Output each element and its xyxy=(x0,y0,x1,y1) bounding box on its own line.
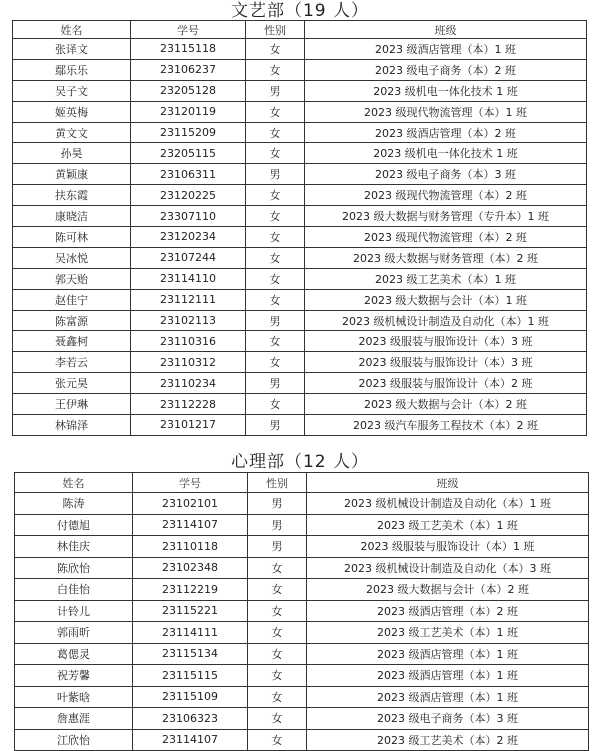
cell-gender: 女 xyxy=(248,600,307,622)
cell-name: 李若云 xyxy=(13,352,131,373)
table-row xyxy=(13,415,587,436)
cell-class: 2023 级大数据与财务管理（本）2 班 xyxy=(305,247,587,268)
cell-name: 吴冰悦 xyxy=(13,247,131,268)
header-name: 姓名 xyxy=(13,21,131,39)
cell-class: 2023 级现代物流管理（本）2 班 xyxy=(305,185,587,206)
cell-gender: 女 xyxy=(248,622,307,644)
cell-name: 江欣怡 xyxy=(15,729,133,751)
cell-student-id: 23307110 xyxy=(131,206,246,227)
table-row xyxy=(13,310,587,331)
cell-gender: 女 xyxy=(248,643,307,665)
table-row xyxy=(13,206,587,227)
cell-name: 郭雨昕 xyxy=(15,622,133,644)
cell-name: 黄颖康 xyxy=(13,164,131,185)
table-header-row xyxy=(15,473,589,493)
cell-gender: 男 xyxy=(248,536,307,558)
cell-name: 赵佳宁 xyxy=(13,289,131,310)
cell-name: 白佳怡 xyxy=(15,579,133,601)
header-student-id: 学号 xyxy=(133,473,248,493)
header-student-id: 学号 xyxy=(131,21,246,39)
cell-student-id: 23114110 xyxy=(131,268,246,289)
table-row xyxy=(15,729,589,751)
cell-name: 林锦泽 xyxy=(13,415,131,436)
cell-student-id: 23102101 xyxy=(133,493,248,515)
cell-gender: 女 xyxy=(246,268,305,289)
cell-name: 康晓洁 xyxy=(13,206,131,227)
table-row xyxy=(15,557,589,579)
section-title-wenyi: 文艺部（19 人） xyxy=(230,1,370,21)
cell-class: 2023 级服装与服饰设计（本）1 班 xyxy=(307,536,589,558)
cell-name: 叶紫晗 xyxy=(15,686,133,708)
header-class: 班级 xyxy=(305,21,587,39)
cell-student-id: 23114107 xyxy=(133,514,248,536)
cell-name: 林佳庆 xyxy=(15,536,133,558)
cell-student-id: 23110118 xyxy=(133,536,248,558)
table-row xyxy=(15,536,589,558)
cell-name: 葛偲灵 xyxy=(15,643,133,665)
cell-student-id: 23120119 xyxy=(131,101,246,122)
cell-student-id: 23106311 xyxy=(131,164,246,185)
cell-gender: 女 xyxy=(246,122,305,143)
table-row xyxy=(13,59,587,80)
cell-class: 2023 级工艺美术（本）1 班 xyxy=(305,268,587,289)
cell-class: 2023 级服装与服饰设计（本）2 班 xyxy=(305,373,587,394)
cell-student-id: 23110312 xyxy=(131,352,246,373)
cell-student-id: 23112219 xyxy=(133,579,248,601)
cell-gender: 女 xyxy=(246,185,305,206)
table-row xyxy=(13,247,587,268)
cell-class: 2023 级服装与服饰设计（本）3 班 xyxy=(305,352,587,373)
cell-name: 郭天贻 xyxy=(13,268,131,289)
cell-student-id: 23110316 xyxy=(131,331,246,352)
table-row xyxy=(13,80,587,101)
table-row xyxy=(15,643,589,665)
header-name: 姓名 xyxy=(15,473,133,493)
table-row xyxy=(13,101,587,122)
cell-class: 2023 级现代物流管理（本）2 班 xyxy=(305,227,587,248)
cell-gender: 女 xyxy=(246,39,305,60)
table-row xyxy=(13,164,587,185)
cell-name: 黄文文 xyxy=(13,122,131,143)
cell-class: 2023 级机械设计制造及自动化（本）1 班 xyxy=(305,310,587,331)
cell-gender: 男 xyxy=(246,310,305,331)
table-row xyxy=(13,185,587,206)
table-row xyxy=(13,143,587,164)
cell-name: 孙昊 xyxy=(13,143,131,164)
cell-name: 计铃儿 xyxy=(15,600,133,622)
table-row xyxy=(13,373,587,394)
cell-gender: 女 xyxy=(246,101,305,122)
cell-gender: 女 xyxy=(246,289,305,310)
cell-class: 2023 级大数据与会计（本）1 班 xyxy=(305,289,587,310)
cell-student-id: 23115115 xyxy=(133,665,248,687)
cell-gender: 女 xyxy=(248,686,307,708)
cell-student-id: 23120225 xyxy=(131,185,246,206)
cell-class: 2023 级汽车服务工程技术（本）2 班 xyxy=(305,415,587,436)
cell-gender: 女 xyxy=(246,394,305,415)
cell-class: 2023 级酒店管理（本）1 班 xyxy=(307,686,589,708)
header-class: 班级 xyxy=(307,473,589,493)
cell-class: 2023 级机电一体化技术 1 班 xyxy=(305,143,587,164)
cell-class: 2023 级工艺美术（本）1 班 xyxy=(307,622,589,644)
table-row xyxy=(13,268,587,289)
table-row xyxy=(15,514,589,536)
cell-name: 付德旭 xyxy=(15,514,133,536)
cell-gender: 女 xyxy=(248,729,307,751)
header-gender: 性别 xyxy=(246,21,305,39)
cell-class: 2023 级酒店管理（本）1 班 xyxy=(305,39,587,60)
cell-student-id: 23115109 xyxy=(133,686,248,708)
cell-gender: 男 xyxy=(246,164,305,185)
cell-gender: 女 xyxy=(248,665,307,687)
cell-name: 陈可林 xyxy=(13,227,131,248)
cell-gender: 男 xyxy=(246,415,305,436)
cell-name: 王伊琳 xyxy=(13,394,131,415)
cell-gender: 女 xyxy=(246,206,305,227)
cell-class: 2023 级服装与服饰设计（本）3 班 xyxy=(305,331,587,352)
cell-gender: 男 xyxy=(246,80,305,101)
cell-class: 2023 级酒店管理（本）1 班 xyxy=(307,665,589,687)
cell-gender: 男 xyxy=(246,373,305,394)
cell-gender: 女 xyxy=(246,227,305,248)
cell-student-id: 23112228 xyxy=(131,394,246,415)
cell-class: 2023 级酒店管理（本）1 班 xyxy=(307,643,589,665)
cell-student-id: 23114107 xyxy=(133,729,248,751)
cell-student-id: 23120234 xyxy=(131,227,246,248)
cell-student-id: 23115209 xyxy=(131,122,246,143)
cell-class: 2023 级大数据与会计（本）2 班 xyxy=(305,394,587,415)
cell-name: 姬英梅 xyxy=(13,101,131,122)
cell-gender: 女 xyxy=(246,331,305,352)
cell-class: 2023 级电子商务（本）3 班 xyxy=(305,164,587,185)
cell-name: 祝芳馨 xyxy=(15,665,133,687)
cell-student-id: 23101217 xyxy=(131,415,246,436)
cell-class: 2023 级大数据与会计（本）2 班 xyxy=(307,579,589,601)
cell-name: 张译文 xyxy=(13,39,131,60)
table-row xyxy=(13,331,587,352)
table-row xyxy=(13,122,587,143)
table-row xyxy=(13,289,587,310)
cell-name: 詹惠涯 xyxy=(15,708,133,730)
table-row xyxy=(15,686,589,708)
cell-name: 聂鑫柯 xyxy=(13,331,131,352)
table-header-row xyxy=(13,21,587,39)
cell-student-id: 23110234 xyxy=(131,373,246,394)
cell-name: 张元昊 xyxy=(13,373,131,394)
cell-class: 2023 级工艺美术（本）1 班 xyxy=(307,514,589,536)
cell-name: 鄢乐乐 xyxy=(13,59,131,80)
cell-class: 2023 级现代物流管理（本）1 班 xyxy=(305,101,587,122)
cell-class: 2023 级机械设计制造及自动化（本）1 班 xyxy=(307,493,589,515)
table-row xyxy=(15,622,589,644)
table-body-wenyi xyxy=(13,39,587,436)
table-row xyxy=(13,394,587,415)
cell-name: 陈欣怡 xyxy=(15,557,133,579)
cell-gender: 女 xyxy=(248,579,307,601)
cell-gender: 女 xyxy=(248,557,307,579)
table-row xyxy=(15,579,589,601)
table-body-xinli xyxy=(15,493,589,751)
table-row xyxy=(13,39,587,60)
cell-gender: 男 xyxy=(248,493,307,515)
cell-student-id: 23115134 xyxy=(133,643,248,665)
cell-gender: 男 xyxy=(248,514,307,536)
cell-student-id: 23102348 xyxy=(133,557,248,579)
cell-gender: 女 xyxy=(246,247,305,268)
cell-class: 2023 级机电一体化技术 1 班 xyxy=(305,80,587,101)
table-row xyxy=(15,493,589,515)
cell-student-id: 23107244 xyxy=(131,247,246,268)
cell-class: 2023 级电子商务（本）3 班 xyxy=(307,708,589,730)
cell-student-id: 23106237 xyxy=(131,59,246,80)
cell-student-id: 23205115 xyxy=(131,143,246,164)
roster-table-wenyi xyxy=(12,20,587,436)
table-row xyxy=(13,352,587,373)
cell-name: 陈富源 xyxy=(13,310,131,331)
cell-student-id: 23106323 xyxy=(133,708,248,730)
cell-class: 2023 级大数据与财务管理（专升本）1 班 xyxy=(305,206,587,227)
cell-gender: 女 xyxy=(246,352,305,373)
cell-class: 2023 级电子商务（本）2 班 xyxy=(305,59,587,80)
table-row xyxy=(15,708,589,730)
cell-student-id: 23115118 xyxy=(131,39,246,60)
cell-student-id: 23114111 xyxy=(133,622,248,644)
table-row xyxy=(15,665,589,687)
cell-gender: 女 xyxy=(246,143,305,164)
cell-class: 2023 级酒店管理（本）2 班 xyxy=(307,600,589,622)
cell-class: 2023 级酒店管理（本）2 班 xyxy=(305,122,587,143)
section-title-xinli: 心理部（12 人） xyxy=(230,452,370,472)
table-row xyxy=(13,227,587,248)
cell-student-id: 23102113 xyxy=(131,310,246,331)
header-gender: 性别 xyxy=(248,473,307,493)
cell-student-id: 23205128 xyxy=(131,80,246,101)
cell-class: 2023 级工艺美术（本）2 班 xyxy=(307,729,589,751)
table-row xyxy=(15,600,589,622)
cell-student-id: 23112111 xyxy=(131,289,246,310)
cell-name: 陈涛 xyxy=(15,493,133,515)
cell-name: 扶东霞 xyxy=(13,185,131,206)
roster-table-xinli xyxy=(14,472,589,751)
cell-gender: 女 xyxy=(246,59,305,80)
cell-class: 2023 级机械设计制造及自动化（本）3 班 xyxy=(307,557,589,579)
cell-student-id: 23115221 xyxy=(133,600,248,622)
cell-name: 吴子文 xyxy=(13,80,131,101)
cell-gender: 女 xyxy=(248,708,307,730)
